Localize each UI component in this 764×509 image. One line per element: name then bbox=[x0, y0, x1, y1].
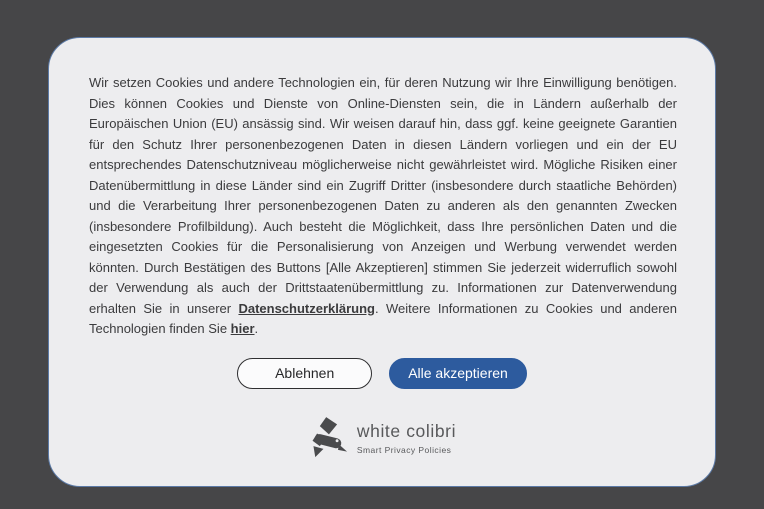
logo-tagline: Smart Privacy Policies bbox=[356, 444, 452, 455]
logo-name: white colibri bbox=[356, 420, 457, 441]
cookie-consent-dialog bbox=[48, 37, 716, 487]
consent-text-part1: Wir setzen Cookies und andere Technologien ein, für deren Nutzung wir Ihre Einwilligung benötigen. Dies können Cookies und Dienste von Online-Diensten sein, die in Ländern außerhalb der Europäischen Union (EU) ansässig sind. Wir weisen darauf hin, dass ggf. keine geeignete Garantien für den Schutz Ihrer personenbezogenen Daten in diesen Ländern vorliegen und ein der EU entsprechendes Datenschutzniveau möglicherweise nicht gewährleistet wird. Mögliche Risiken einer Datenübermittlung in diese Länder sind ein Zugriff Dritter (insbesondere durch staatliche Behörden) und die Verarbeitung Ihrer personenbezogenen Daten zu anderen als den genannten Zwecken (insbesondere Profilbildung). Auch besteht die Möglichkeit, dass Ihre persönlichen Daten und die eingesetzten Cookies für die Personalisierung von Anzeigen und Werbung verwendet werden könnten. Durch Bestätigen des Buttons [Alle Akzeptieren] stimmen Sie jederzeit widerruflich sowohl der Verwendung als auch der Drittstaatenübermittlung zu. Informationen zur Datenverwendung erhalten Sie in unserer bbox=[89, 75, 677, 316]
colibri-bird-icon bbox=[308, 415, 348, 461]
more-info-here-link[interactable]: hier bbox=[230, 321, 255, 336]
consent-text-part3: . bbox=[254, 321, 259, 336]
accept-all-button[interactable]: Alle akzeptieren bbox=[389, 358, 527, 389]
consent-text bbox=[89, 73, 677, 340]
logo-text-block bbox=[357, 421, 456, 455]
button-row bbox=[49, 358, 715, 389]
white-colibri-logo bbox=[49, 415, 715, 461]
privacy-policy-link[interactable]: Datenschutzerklärung bbox=[238, 300, 375, 316]
decline-button[interactable]: Ablehnen bbox=[237, 358, 372, 389]
consent-text-part2: . Weitere Informationen zu Cookies und anderen Technologien finden Sie bbox=[89, 300, 677, 336]
